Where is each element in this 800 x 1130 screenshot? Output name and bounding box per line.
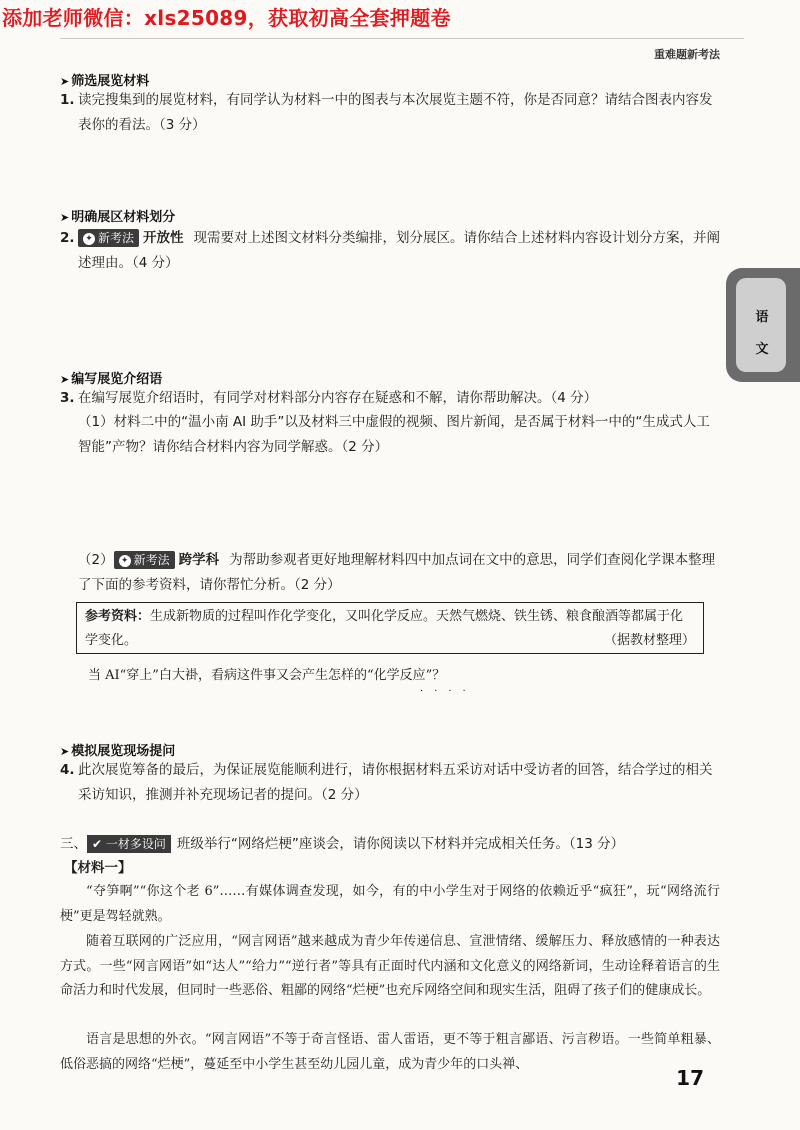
page-number: 17 [676, 1066, 704, 1090]
reference-source: （据教材整理） [603, 633, 695, 648]
material-heading: 【材料一】 [64, 860, 132, 876]
reference-box [76, 602, 704, 654]
subject-tab-inner [736, 278, 786, 372]
question-3-1 [78, 410, 720, 460]
section-heading-3: ➤ 编写展览介绍语 [60, 372, 163, 387]
arrow-icon: ➤ [60, 373, 70, 386]
section-heading-4: ➤ 模拟展览现场提问 [60, 744, 176, 759]
emphasis-dots: ···· [420, 686, 477, 697]
question-body [78, 226, 720, 276]
header-title: 重难题新考法 [654, 48, 720, 61]
question-4 [60, 758, 720, 808]
arrow-icon: ➤ [60, 75, 70, 88]
question-number: 4. [60, 762, 75, 778]
question-3-2 [78, 548, 720, 598]
subject-char-1: 语 [755, 310, 769, 325]
material-paragraph-3: 语言是思想的外衣。“网言网语”不等于奇言怪语、雷人雷语，更不等于粗言鄙语、污言秽语。一些简单粗暴、低俗恶搞的网络“烂梗”，蔓延至中小学生甚至幼儿园儿童，成为青少年的口头禅、 [60, 1032, 720, 1072]
quoted-sentence: 当 AI“穿上”白大褂，看病这件事又会产生怎样的“化学反应”？ [88, 668, 446, 683]
reference-text: 生成新物质的过程叫作化学变化，又叫化学反应。天然气燃烧、铁生锈、粮食酿酒等都属于化学变化。 [85, 609, 684, 648]
material-paragraph-1: “夺笋啊”“你这个老 6”……有媒体调查发现，如今，有的中小学生对于网络的依赖近乎“疯狂”，玩“网络流行梗”更是驾轻就熟。 [60, 884, 720, 924]
question-1 [60, 88, 720, 138]
question-text: 在编写展览介绍语时，有同学对材料部分内容存在疑惑和不解，请你帮助解决。（4 分） [78, 390, 598, 406]
check-icon: ✔ [92, 837, 103, 851]
watermark-text: 添加老师微信：xls25089，获取初高全套押题卷 [2, 6, 451, 30]
multi-question-badge: ✔ 一材多设问 [87, 835, 171, 853]
question-number: 3. [60, 390, 75, 406]
sub-question-text: （1）材料二中的“温小南 AI 助手”以及材料三中虚假的视频、图片新闻，是否属于材料一中的“生成式人工智能”产物？请你结合材料内容为同学解惑。（2 分） [78, 414, 710, 455]
question-number: 1. [60, 92, 75, 108]
arrow-icon: ➤ [60, 211, 70, 224]
part-three-heading [60, 832, 624, 853]
new-method-badge: ✦ 新考法 [78, 229, 139, 247]
sub-question-prefix: （2） [78, 552, 114, 568]
section-heading-1: ➤ 筛选展览材料 [60, 74, 150, 89]
question-text: 此次展览筹备的最后，为保证展览能顺利进行，请你根据材料五采访对话中受访者的回答，结合学过的相关采访知识，推测并补充现场记者的提问。（2 分） [78, 762, 713, 803]
arrow-icon: ➤ [60, 745, 70, 758]
new-method-badge: ✦ 新考法 [114, 551, 175, 569]
lightbulb-icon: ✦ [83, 233, 95, 245]
question-2 [60, 226, 720, 276]
subject-char-2: 文 [755, 342, 769, 357]
question-tag: 开放性 [143, 230, 184, 246]
header-rule [60, 38, 744, 39]
question-text: 读完搜集到的展览材料，有同学认为材料一中的图表与本次展览主题不符，你是否同意？请结合图表内容发表你的看法。（3 分） [78, 92, 713, 133]
reference-label: 参考资料： [85, 609, 151, 624]
question-3 [60, 386, 720, 411]
part-prefix: 三、 [60, 836, 87, 852]
part-intro: 班级举行“网络烂梗”座谈会，请你阅读以下材料并完成相关任务。（13 分） [176, 836, 625, 852]
subject-tab [726, 268, 800, 382]
lightbulb-icon: ✦ [119, 555, 131, 567]
material-paragraph-2: 随着互联网的广泛应用，“网言网语”越来越成为青少年传递信息、宣泄情绪、缓解压力、释放感情的一种表达方式。一些“网言网语”如“达人”“给力”“逆行者”等具有正面时代内涵和文化意义的网络新词，生动诠释着语言的生命活力和时代发展，但同时一些恶俗、粗鄙的网络“烂梗”也充斥网络空间和现实生活，阻碍了孩子们的健康成长。 [60, 934, 720, 998]
question-number: 2. [60, 230, 75, 246]
section-heading-2: ➤ 明确展区材料划分 [60, 210, 176, 225]
sub-question-text: 为帮助参观者更好地理解材料四中加点词在文中的意思，同学们查阅化学课本整理了下面的参考资料，请你帮忙分析。（2 分） [78, 552, 716, 593]
question-tag: 跨学科 [178, 552, 220, 568]
question-text: 现需要对上述图文材料分类编排，划分展区。请你结合上述材料内容设计划分方案，并阐述理由。（4 分） [78, 230, 721, 271]
